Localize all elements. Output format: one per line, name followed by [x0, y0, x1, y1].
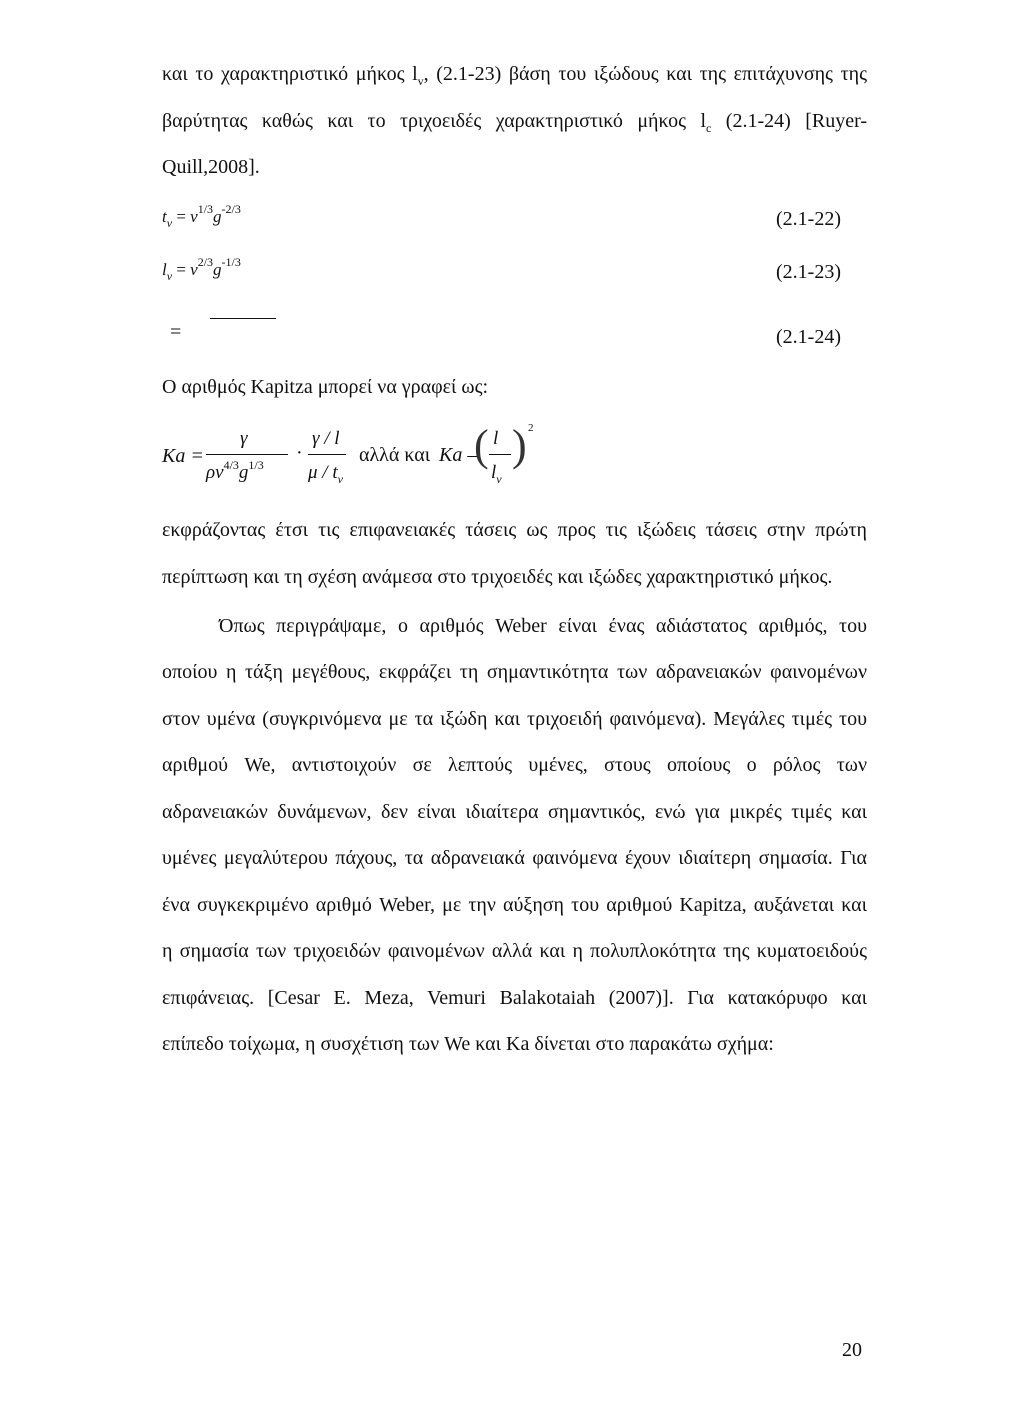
para1-line1: και το χαρακτηριστικό μήκος $l_v$, (2.1-23) βάση του ιξώδους και της επιτάχυνσης της: [162, 63, 867, 88]
para3-line7: ένα συγκεκριμένο αριθμό Weber, με την αύξηση του αριθμού Kapitza, αυξάνεται και: [162, 894, 867, 916]
left-paren: (: [474, 421, 489, 470]
para3-line9: επιφάνειας. [Cesar E. Meza, Vemuri Balakotaiah (2007)]. Για κατακόρυφο και: [162, 987, 867, 1009]
para3-line3: στον υμένα (συγκρινόμενα με τα ιξώδη και τριχοειδή φαινόμενα). Μεγάλες τιμές του: [162, 708, 867, 730]
right-paren: ): [512, 421, 527, 470]
equation-number-2-1-22: (2.1-22): [776, 208, 841, 230]
page-number: 20: [842, 1339, 862, 1361]
frac2-bar: [308, 454, 346, 455]
equation-number-2-1-24: (2.1-24): [776, 326, 841, 348]
frac1-denominator: $\rho\nu^{4/3}g^{1/3}$: [206, 458, 264, 483]
para3-line10: επίπεδο τοίχωμα, η συσχέτιση των We και Ka δίνεται στο παρακάτω σχήμα:: [162, 1033, 774, 1055]
para1-line3: Quill,2008].: [162, 156, 260, 178]
para3-line2: οποίου η τάξη μεγέθους, εκφράζει τη σημαντικότητα των αδρανειακών φαινομένων: [162, 661, 867, 683]
frac3-numerator: l: [493, 428, 499, 449]
para3-line1: Όπως περιγράψαμε, ο αριθμός Weber είναι ένας αδιάστατος αριθμός, του: [219, 615, 867, 637]
frac3-denominator: $l_v$: [491, 462, 502, 486]
equation-2-1-22: $t_v = v^{1/3}g^{-2/3}$: [162, 202, 241, 230]
kapitza-intro: Ο αριθμός Kapitza μπορεί να γραφεί ως:: [162, 376, 489, 398]
para3-line8: η σημασία των τριχοειδών φαινομένων αλλά και η πολυπλοκότητα της κυματοειδούς: [162, 940, 867, 962]
multiply-dot: ·: [296, 442, 303, 464]
equation-2-1-24-equals: =: [170, 321, 182, 343]
ka-lhs-2: Ka –: [439, 444, 478, 466]
outer-exponent: 2: [528, 422, 534, 434]
frac3-bar: [489, 454, 511, 455]
para1-line2: βαρύτητας καθώς και το τριχοειδές χαρακτηριστικό μήκος $l_c$ (2.1-24) [Ruyer-: [162, 110, 867, 135]
equation-2-1-24-fraction-bar: [210, 318, 276, 319]
para2-line1: εκφράζοντας έτσι τις επιφανειακές τάσεις ως προς τις ιξώδεις τάσεις στην πρώτη: [162, 519, 867, 541]
equation-2-1-23: $l_v = v^{2/3}g^{-1/3}$: [162, 255, 241, 283]
para3-line5: αδρανειακών δυνάμενων, δεν είναι ιδιαίτερα σημαντικός, ενώ για μικρές τιμές και: [162, 801, 867, 823]
equation-number-2-1-23: (2.1-23): [776, 261, 841, 283]
frac1-numerator: γ: [240, 428, 248, 449]
para3-line4: αριθμού We, αντιστοιχούν σε λεπτούς υμένες, στους οποίους ο ρόλος των: [162, 754, 867, 776]
frac1-bar: [206, 454, 288, 455]
frac2-denominator: μ / $t_v$: [308, 462, 343, 486]
ka-lhs: Ka =: [162, 445, 204, 467]
para3-line6: υμένες μεγαλύτερου πάχους, τα αδρανειακά φαινόμενα έχουν ιδιαίτερη σημασία. Για: [162, 847, 867, 869]
para2-line2: περίπτωση και τη σχέση ανάμεσα στο τριχοειδές και ιξώδες χαρακτηριστικό μήκος.: [162, 566, 833, 588]
frac2-numerator: γ / l: [312, 428, 340, 449]
text-alla-kai: αλλά και: [359, 444, 431, 466]
